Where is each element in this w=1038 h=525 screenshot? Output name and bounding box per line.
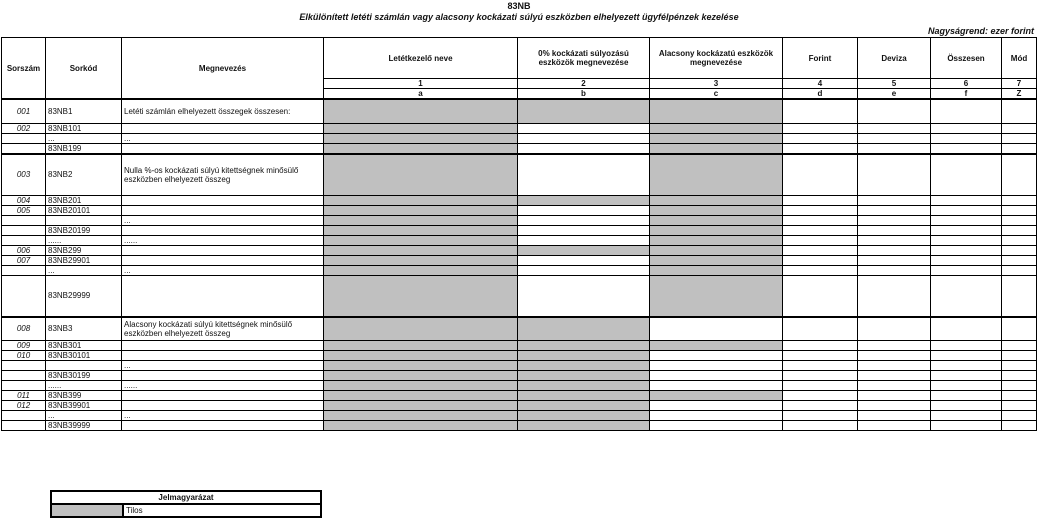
cell-col-4[interactable] [783,206,858,216]
cell-col-4[interactable] [783,123,858,133]
row-number: 010 [2,351,46,361]
cell-col-7[interactable] [1002,216,1037,226]
cell-col-6[interactable] [931,361,1002,371]
cell-col-3[interactable] [650,266,783,276]
table-row [2,401,1037,411]
cell-col-2[interactable] [518,317,650,341]
cell-col-7[interactable] [1002,236,1037,246]
table-row [2,391,1037,401]
row-name: ... [122,411,324,421]
cell-col-2[interactable] [518,371,650,381]
cell-col-1[interactable] [324,381,518,391]
row-name: ... [122,266,324,276]
cell-col-4[interactable] [783,351,858,361]
cell-col-4[interactable] [783,391,858,401]
cell-col-1[interactable] [324,266,518,276]
cell-col-2[interactable] [518,401,650,411]
cell-col-2[interactable] [518,236,650,246]
col-sorszam: Sorszám [2,38,46,100]
cell-col-2[interactable] [518,256,650,266]
cell-col-4[interactable] [783,256,858,266]
row-code [46,361,122,371]
cell-col-7[interactable] [1002,206,1037,216]
cell-col-4[interactable] [783,216,858,226]
cell-col-6[interactable] [931,99,1002,123]
cell-col-1[interactable] [324,351,518,361]
cell-col-7[interactable] [1002,123,1037,133]
cell-col-7[interactable] [1002,99,1037,123]
row-number: 006 [2,246,46,256]
cell-col-3[interactable] [650,236,783,246]
row-number [2,226,46,236]
row-name [122,371,324,381]
row-number [2,381,46,391]
row-name: ... [122,216,324,226]
cell-col-2[interactable] [518,133,650,143]
cell-col-5[interactable] [858,133,931,143]
cell-col-5[interactable] [858,361,931,371]
cell-col-1[interactable] [324,391,518,401]
cell-col-3[interactable] [650,391,783,401]
table-row [2,206,1037,216]
cell-col-6[interactable] [931,391,1002,401]
cell-col-2[interactable] [518,361,650,371]
cell-col-3[interactable] [650,276,783,317]
row-name: ... [122,361,324,371]
row-name: ...... [122,381,324,391]
cell-col-6[interactable] [931,371,1002,381]
row-code: 83NB29999 [46,276,122,317]
cell-col-5[interactable] [858,421,931,431]
cell-col-6[interactable] [931,123,1002,133]
table-row [2,196,1037,206]
row-number [2,143,46,154]
cell-col-2[interactable] [518,276,650,317]
cell-col-4[interactable] [783,246,858,256]
row-name [122,341,324,351]
cell-col-3[interactable] [650,361,783,371]
cell-col-2[interactable] [518,341,650,351]
row-name [122,196,324,206]
cell-col-4[interactable] [783,401,858,411]
cell-col-6[interactable] [931,216,1002,226]
cell-col-5[interactable] [858,276,931,317]
col-number-1: 1 [324,79,518,89]
table-row [2,341,1037,351]
col-1-header: Letétkezelő neve [324,38,518,79]
row-number: 007 [2,256,46,266]
cell-col-4[interactable] [783,99,858,123]
row-name: Letéti számlán elhelyezett összegek összesen: [122,99,324,123]
row-name: Alacsony kockázati súlyú kitettségnek minősülő eszközben elhelyezett összeg [122,317,324,341]
cell-col-4[interactable] [783,411,858,421]
cell-col-1[interactable] [324,371,518,381]
row-name [122,246,324,256]
table-row [2,371,1037,381]
cell-col-4[interactable] [783,317,858,341]
row-code: 83NB301 [46,341,122,351]
row-number [2,266,46,276]
row-name [122,276,324,317]
row-number [2,371,46,381]
cell-col-5[interactable] [858,341,931,351]
cell-col-7[interactable] [1002,154,1037,196]
row-code: 83NB101 [46,123,122,133]
table-row [2,236,1037,246]
cell-col-5[interactable] [858,266,931,276]
cell-col-2[interactable] [518,351,650,361]
col-4-header: Forint [783,38,858,79]
col-megnevezes: Megnevezés [122,38,324,100]
cell-col-1[interactable] [324,154,518,196]
row-name [122,123,324,133]
cell-col-6[interactable] [931,351,1002,361]
cell-col-1[interactable] [324,99,518,123]
cell-col-1[interactable] [324,401,518,411]
col-3-header: Alacsony kockázatú eszközök megnevezése [650,38,783,79]
table-row [2,381,1037,391]
cell-col-1[interactable] [324,361,518,371]
col-6-header: Összesen [931,38,1002,79]
cell-col-2[interactable] [518,421,650,431]
legend-label: Tilos [123,504,321,517]
table-row [2,411,1037,421]
cell-col-3[interactable] [650,421,783,431]
cell-col-3[interactable] [650,351,783,361]
col-number-7: 7 [1002,79,1037,89]
cell-col-5[interactable] [858,216,931,226]
cell-col-7[interactable] [1002,266,1037,276]
cell-col-3[interactable] [650,341,783,351]
cell-col-6[interactable] [931,401,1002,411]
cell-col-3[interactable] [650,133,783,143]
row-code: 83NB3 [46,317,122,341]
cell-col-3[interactable] [650,401,783,411]
row-name: Nulla %-os kockázati súlyú kitettségnek minősülő eszközben elhelyezett összeg [122,154,324,196]
cell-col-3[interactable] [650,154,783,196]
row-name [122,401,324,411]
row-number: 012 [2,401,46,411]
cell-col-3[interactable] [650,99,783,123]
row-number [2,216,46,226]
cell-col-1[interactable] [324,236,518,246]
cell-col-3[interactable] [650,317,783,341]
table-row [2,99,1037,123]
cell-col-6[interactable] [931,206,1002,216]
row-number: 009 [2,341,46,351]
cell-col-6[interactable] [931,256,1002,266]
row-code: 83NB29901 [46,256,122,266]
cell-col-2[interactable] [518,154,650,196]
cell-col-3[interactable] [650,196,783,206]
row-number [2,421,46,431]
cell-col-2[interactable] [518,266,650,276]
cell-col-6[interactable] [931,226,1002,236]
row-number: 011 [2,391,46,401]
cell-col-4[interactable] [783,276,858,317]
cell-col-1[interactable] [324,226,518,236]
table-row [2,246,1037,256]
row-number [2,133,46,143]
row-name [122,226,324,236]
cell-col-4[interactable] [783,236,858,246]
row-code: ...... [46,381,122,391]
col-number-6: 6 [931,79,1002,89]
cell-col-7[interactable] [1002,341,1037,351]
cell-col-4[interactable] [783,381,858,391]
row-number: 005 [2,206,46,216]
cell-col-7[interactable] [1002,401,1037,411]
cell-col-1[interactable] [324,276,518,317]
table-row [2,351,1037,361]
cell-col-6[interactable] [931,246,1002,256]
form-title: Elkülönített letéti számlán vagy alacsony kockázati súlyú eszközben elhelyezett ügyfélpénzek kezelése [299,12,739,22]
col-5-header: Deviza [858,38,931,79]
cell-col-3[interactable] [650,143,783,154]
cell-col-7[interactable] [1002,421,1037,431]
form-code: 83NB [507,1,531,11]
cell-col-2[interactable] [518,216,650,226]
row-number: 004 [2,196,46,206]
cell-col-1[interactable] [324,256,518,266]
cell-col-1[interactable] [324,421,518,431]
cell-col-1[interactable] [324,341,518,351]
cell-col-2[interactable] [518,226,650,236]
row-code: 83NB20199 [46,226,122,236]
cell-col-7[interactable] [1002,143,1037,154]
cell-col-6[interactable] [931,276,1002,317]
row-code: 83NB39999 [46,421,122,431]
cell-col-5[interactable] [858,317,931,341]
cell-col-5[interactable] [858,143,931,154]
cell-col-3[interactable] [650,246,783,256]
row-code: 83NB2 [46,154,122,196]
cell-col-7[interactable] [1002,133,1037,143]
row-code: 83NB399 [46,391,122,401]
cell-col-2[interactable] [518,143,650,154]
cell-col-6[interactable] [931,236,1002,246]
cell-col-6[interactable] [931,133,1002,143]
cell-col-2[interactable] [518,123,650,133]
cell-col-7[interactable] [1002,256,1037,266]
cell-col-6[interactable] [931,154,1002,196]
table-row [2,143,1037,154]
cell-col-2[interactable] [518,196,650,206]
cell-col-1[interactable] [324,143,518,154]
row-code: 83NB199 [46,143,122,154]
legend-title: Jelmagyarázat [51,491,321,504]
col-sorkod: Sorkód [46,38,122,100]
row-code: 83NB39901 [46,401,122,411]
col-number-5: 5 [858,79,931,89]
cell-col-1[interactable] [324,133,518,143]
row-code: 83NB1 [46,99,122,123]
row-number: 003 [2,154,46,196]
cell-col-4[interactable] [783,143,858,154]
row-code [46,216,122,226]
row-code: 83NB30199 [46,371,122,381]
col-letter-1: a [324,89,518,100]
cell-col-1[interactable] [324,317,518,341]
cell-col-7[interactable] [1002,391,1037,401]
cell-col-5[interactable] [858,411,931,421]
cell-col-1[interactable] [324,216,518,226]
cell-col-3[interactable] [650,216,783,226]
col-number-2: 2 [518,79,650,89]
row-number [2,361,46,371]
cell-col-7[interactable] [1002,196,1037,206]
cell-col-7[interactable] [1002,371,1037,381]
row-number [2,411,46,421]
row-name [122,143,324,154]
cell-col-4[interactable] [783,371,858,381]
row-code: 83NB30101 [46,351,122,361]
row-name [122,391,324,401]
cell-col-1[interactable] [324,123,518,133]
row-number: 002 [2,123,46,133]
row-number: 001 [2,99,46,123]
cell-col-5[interactable] [858,401,931,411]
col-2-header: 0% kockázati súlyozású eszközök megnevezése [518,38,650,79]
row-code: 83NB20101 [46,206,122,216]
row-number [2,236,46,246]
row-name: ... [122,133,324,143]
cell-col-4[interactable] [783,154,858,196]
cell-col-5[interactable] [858,391,931,401]
table-row [2,154,1037,196]
unit-note: Nagyságrend: ezer forint [927,26,1034,36]
row-code: 83NB201 [46,196,122,206]
table-row [2,123,1037,133]
cell-col-6[interactable] [931,381,1002,391]
cell-col-3[interactable] [650,206,783,216]
col-letter-3: c [650,89,783,100]
cell-col-3[interactable] [650,123,783,133]
cell-col-4[interactable] [783,226,858,236]
cell-col-5[interactable] [858,236,931,246]
cell-col-5[interactable] [858,154,931,196]
table-row [2,256,1037,266]
cell-col-7[interactable] [1002,411,1037,421]
cell-col-6[interactable] [931,411,1002,421]
legend-swatch-gray [51,504,123,517]
col-letter-5: e [858,89,931,100]
col-letter-4: d [783,89,858,100]
cell-col-5[interactable] [858,123,931,133]
col-letter-7: Z [1002,89,1037,100]
cell-col-7[interactable] [1002,276,1037,317]
cell-col-4[interactable] [783,266,858,276]
table-row [2,276,1037,317]
cell-col-2[interactable] [518,381,650,391]
cell-col-3[interactable] [650,371,783,381]
cell-col-6[interactable] [931,266,1002,276]
cell-col-4[interactable] [783,421,858,431]
cell-col-1[interactable] [324,411,518,421]
row-number: 008 [2,317,46,341]
cell-col-5[interactable] [858,246,931,256]
cell-col-3[interactable] [650,226,783,236]
cell-col-5[interactable] [858,256,931,266]
row-code: ... [46,133,122,143]
row-number [2,276,46,317]
cell-col-7[interactable] [1002,317,1037,341]
cell-col-7[interactable] [1002,361,1037,371]
cell-col-6[interactable] [931,341,1002,351]
cell-col-6[interactable] [931,143,1002,154]
cell-col-5[interactable] [858,381,931,391]
cell-col-4[interactable] [783,361,858,371]
cell-col-4[interactable] [783,341,858,351]
table-row [2,266,1037,276]
table-row [2,216,1037,226]
row-code: ...... [46,236,122,246]
cell-col-3[interactable] [650,381,783,391]
row-code: 83NB299 [46,246,122,256]
cell-col-6[interactable] [931,421,1002,431]
table-row [2,133,1037,143]
row-code: ... [46,411,122,421]
data-table [1,37,1037,431]
row-name [122,206,324,216]
cell-col-7[interactable] [1002,381,1037,391]
cell-col-5[interactable] [858,226,931,236]
row-name [122,256,324,266]
table-row [2,226,1037,236]
col-letter-2: b [518,89,650,100]
cell-col-6[interactable] [931,196,1002,206]
cell-col-2[interactable] [518,206,650,216]
table-row [2,317,1037,341]
cell-col-2[interactable] [518,391,650,401]
cell-col-1[interactable] [324,246,518,256]
cell-col-7[interactable] [1002,246,1037,256]
cell-col-5[interactable] [858,371,931,381]
row-code: ... [46,266,122,276]
cell-col-5[interactable] [858,99,931,123]
row-name [122,421,324,431]
cell-col-5[interactable] [858,206,931,216]
cell-col-1[interactable] [324,206,518,216]
col-7-header: Mód [1002,38,1037,79]
cell-col-3[interactable] [650,411,783,421]
cell-col-2[interactable] [518,246,650,256]
cell-col-7[interactable] [1002,351,1037,361]
row-name: ...... [122,236,324,246]
col-number-3: 3 [650,79,783,89]
cell-col-5[interactable] [858,196,931,206]
legend [50,490,322,518]
col-number-4: 4 [783,79,858,89]
cell-col-2[interactable] [518,411,650,421]
cell-col-4[interactable] [783,133,858,143]
row-name [122,351,324,361]
table-row [2,361,1037,371]
cell-col-1[interactable] [324,196,518,206]
table-row [2,421,1037,431]
cell-col-3[interactable] [650,256,783,266]
cell-col-5[interactable] [858,351,931,361]
col-letter-6: f [931,89,1002,100]
cell-col-6[interactable] [931,317,1002,341]
cell-col-7[interactable] [1002,226,1037,236]
cell-col-2[interactable] [518,99,650,123]
cell-col-4[interactable] [783,196,858,206]
